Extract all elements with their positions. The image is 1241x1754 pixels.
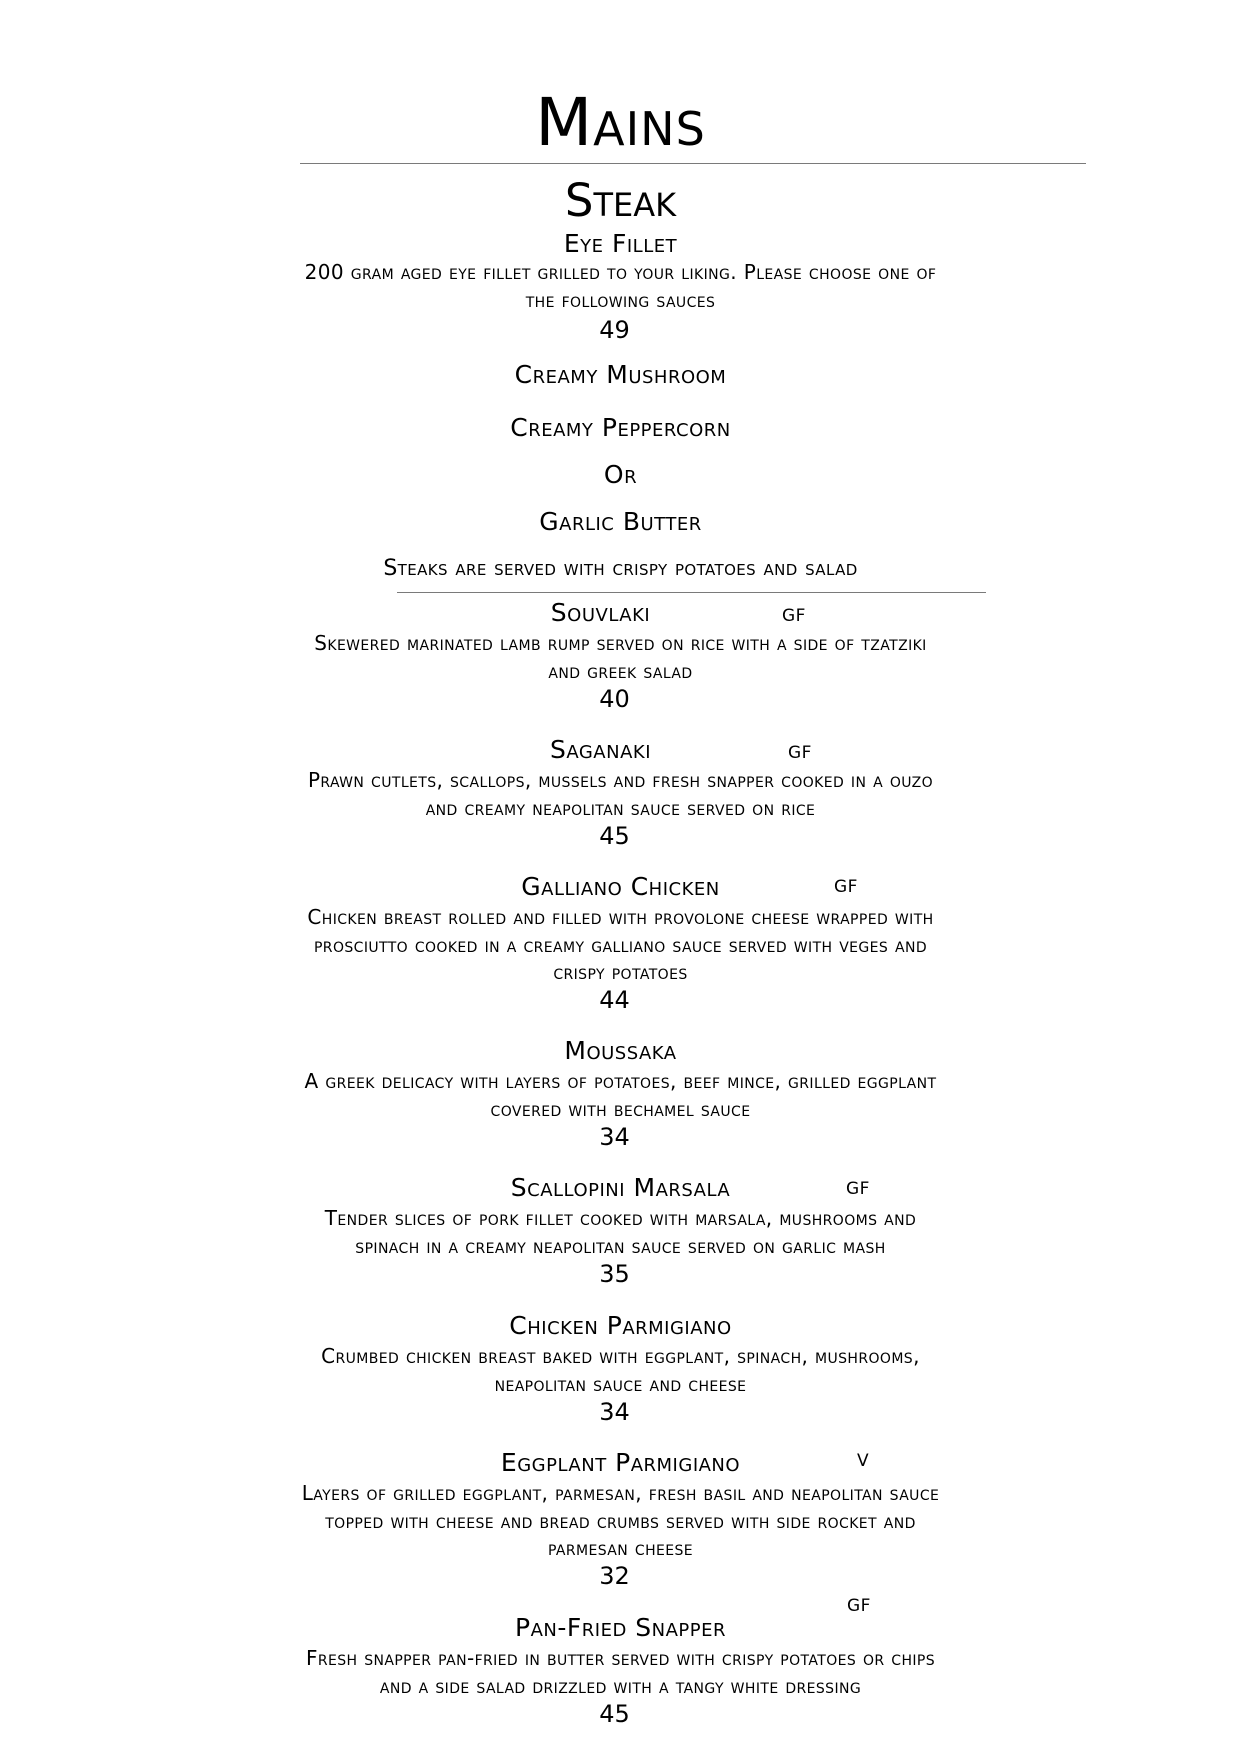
item-name: Saganaki	[549, 735, 652, 764]
item-name: Galliano Chicken	[521, 872, 720, 901]
item-description-line: Crumbed chicken breast baked with eggplant, spinach, mushrooms,	[321, 1344, 920, 1368]
item-description-line: and creamy neapolitan sauce served on rice	[425, 796, 816, 820]
item-price: 49	[599, 316, 630, 344]
item-price: 32	[599, 1562, 630, 1590]
gluten-free-badge: GF	[847, 1596, 871, 1616]
item-description-line: Skewered marinated lamb rump served on rice with a side of tzatziki	[314, 631, 927, 655]
item-price: 34	[599, 1398, 630, 1426]
item-description-line: and greek salad	[548, 659, 693, 683]
item-price: 35	[599, 1260, 630, 1288]
item-description-line: Tender slices of pork fillet cooked with marsala, mushrooms and	[324, 1206, 917, 1230]
title-divider	[300, 163, 1086, 164]
item-name: Scallopini Marsala	[510, 1173, 731, 1202]
item-description-line: and a side salad drizzled with a tangy white dressing	[379, 1674, 862, 1698]
item-price: 45	[599, 822, 630, 850]
item-description-line: spinach in a creamy neapolitan sauce served on garlic mash	[355, 1234, 886, 1258]
item-price: 34	[599, 1123, 630, 1151]
item-description-line: Fresh snapper pan-fried in butter served with crispy potatoes or chips	[305, 1646, 936, 1670]
item-description-line: Prawn cutlets, scallops, mussels and fresh snapper cooked in a ouzo	[307, 768, 934, 792]
gluten-free-badge: GF	[788, 743, 812, 763]
sauce-conjunction: Or	[603, 460, 638, 489]
item-name: Chicken Parmigiano	[509, 1311, 732, 1340]
sauce-option: Creamy Mushroom	[514, 360, 727, 389]
sauce-option: Creamy Peppercorn	[510, 413, 731, 442]
item-price: 40	[599, 685, 630, 713]
gluten-free-badge: GF	[846, 1179, 870, 1199]
item-description-line: A greek delicacy with layers of potatoes, beef mince, grilled eggplant	[304, 1069, 937, 1093]
item-name: Eggplant Parmigiano	[500, 1448, 741, 1477]
item-price: 45	[599, 1700, 630, 1728]
item-description-line: Layers of grilled eggplant, parmesan, fresh basil and neapolitan sauce	[301, 1481, 940, 1505]
item-description-line: crispy potatoes	[553, 960, 688, 984]
steak-divider	[397, 592, 986, 593]
item-description-line: parmesan cheese	[547, 1536, 694, 1560]
item-description-line: the following sauces	[525, 288, 716, 312]
gluten-free-badge: GF	[834, 877, 858, 897]
item-name: Moussaka	[564, 1036, 677, 1065]
item-description-line: 200 gram aged eye fillet grilled to your liking. Please choose one of	[304, 260, 937, 284]
item-name: Eye Fillet	[563, 229, 678, 258]
item-name: Pan-Fried Snapper	[515, 1613, 726, 1642]
steak-note: Steaks are served with crispy potatoes and salad	[383, 556, 858, 581]
item-description-line: topped with cheese and bread crumbs served with side rocket and	[325, 1509, 916, 1533]
page-title: Mains	[535, 84, 706, 161]
item-name: Souvlaki	[550, 598, 651, 627]
item-price: 44	[599, 986, 630, 1014]
section-title-steak: Steak	[564, 174, 677, 227]
sauce-option: Garlic Butter	[539, 507, 702, 536]
item-description-line: neapolitan sauce and cheese	[494, 1372, 747, 1396]
gluten-free-badge: GF	[782, 606, 806, 626]
item-description-line: prosciutto cooked in a creamy galliano sauce served with veges and	[313, 933, 928, 957]
vegetarian-badge: V	[857, 1451, 870, 1471]
item-description-line: Chicken breast rolled and filled with provolone cheese wrapped with	[307, 905, 934, 929]
item-description-line: covered with bechamel sauce	[490, 1097, 751, 1121]
